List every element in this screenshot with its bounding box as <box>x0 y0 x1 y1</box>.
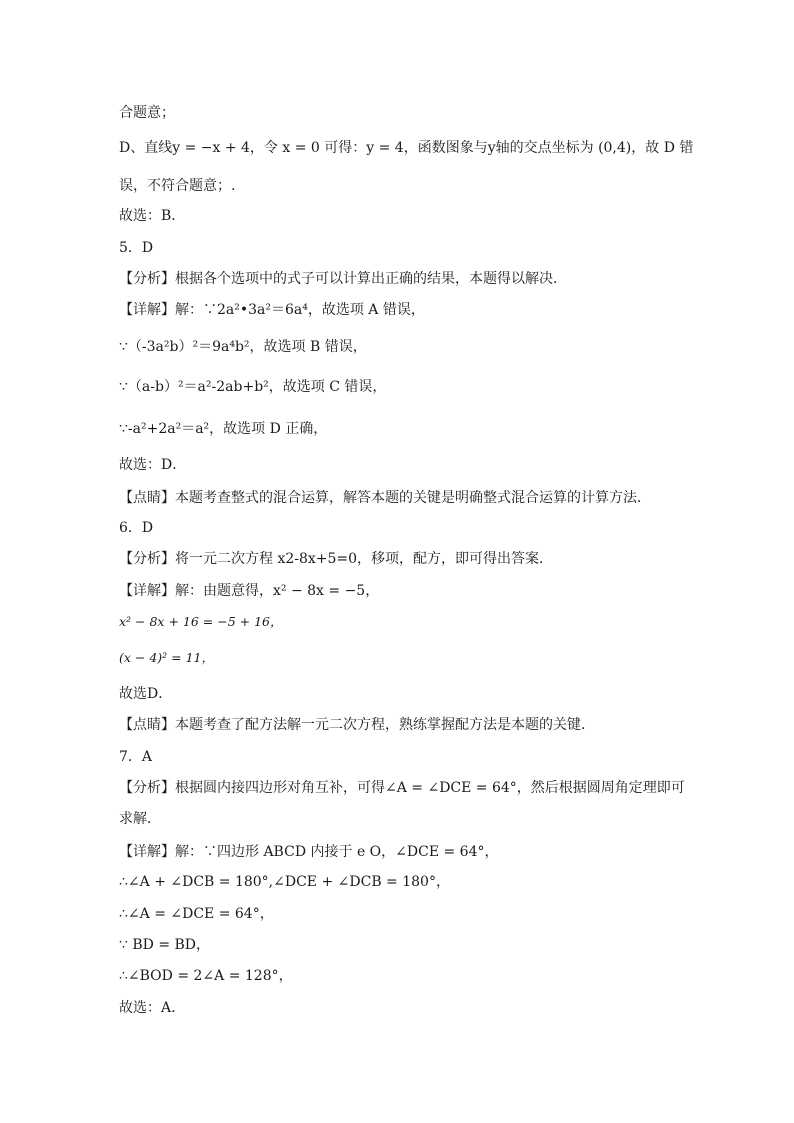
solution-line: ∵（-3a²b）²＝9a⁴b²，故选项 B 错误， <box>119 339 367 355</box>
equation-line: x² − 8x + 16 = −5 + 16， <box>119 614 283 629</box>
analysis-line: 【分析】根据各个选项中的式子可以计算出正确的结果，本题得以解决． <box>119 271 567 287</box>
text-line: 误，不符合题意；. <box>119 178 236 194</box>
equation-line: ∵ BD = BD， <box>119 937 211 953</box>
comment-line: 【点睛】本题考查了配方法解一元二次方程，熟练掌握配方法是本题的关键． <box>119 717 595 733</box>
text-line: 故选：A． <box>119 1000 186 1016</box>
solution-line: 【详解】解：由题意得，x² − 8x = −5， <box>119 583 380 599</box>
text-line: 故选D． <box>119 686 173 702</box>
text-line: 故选：D． <box>119 457 187 473</box>
solution-line: 【详解】解：∵四边形 ABCD 内接于 e O，∠DCE = 64°， <box>119 844 499 860</box>
analysis-line: 【分析】根据圆内接四边形对角互补，可得∠A = ∠DCE = 64°，然后根据圆周角定理即可 <box>119 780 685 796</box>
equation-line: ∴∠BOD = 2∠A = 128°， <box>119 968 293 984</box>
analysis-line: 【分析】将一元二次方程 x2-8x+5=0，移项，配方，即可得出答案． <box>119 551 554 567</box>
question-answer: 7．A <box>119 749 153 765</box>
solution-line: 【详解】解：∵2a²•3a²＝6a⁴，故选项 A 错误， <box>119 302 425 318</box>
solution-line: ∵（a-b）²＝a²-2ab+b²，故选项 C 错误， <box>119 379 387 395</box>
equation-line: ∴∠A + ∠DCB = 180°,∠DCE + ∠DCB = 180°， <box>119 874 450 890</box>
equation-line: ∴∠A = ∠DCE = 64°， <box>119 906 274 922</box>
text-line: 合题意； <box>119 105 175 121</box>
question-answer: 5．D <box>119 240 154 256</box>
text-line: 故选：B． <box>119 208 186 224</box>
question-answer: 6．D <box>119 520 154 536</box>
text-line: D、直线y = −x + 4，令 x = 0 可得：y = 4，函数图象与y轴的交点坐标为 (0,4)，故 D 错 <box>119 140 694 156</box>
comment-line: 【点睛】本题考查整式的混合运算，解答本题的关键是明确整式混合运算的计算方法． <box>119 490 651 506</box>
solution-line: ∵-a²+2a²＝a²，故选项 D 正确， <box>119 421 328 437</box>
equation-line: (x − 4)² = 11， <box>119 650 215 665</box>
text-line: 求解． <box>119 811 161 827</box>
